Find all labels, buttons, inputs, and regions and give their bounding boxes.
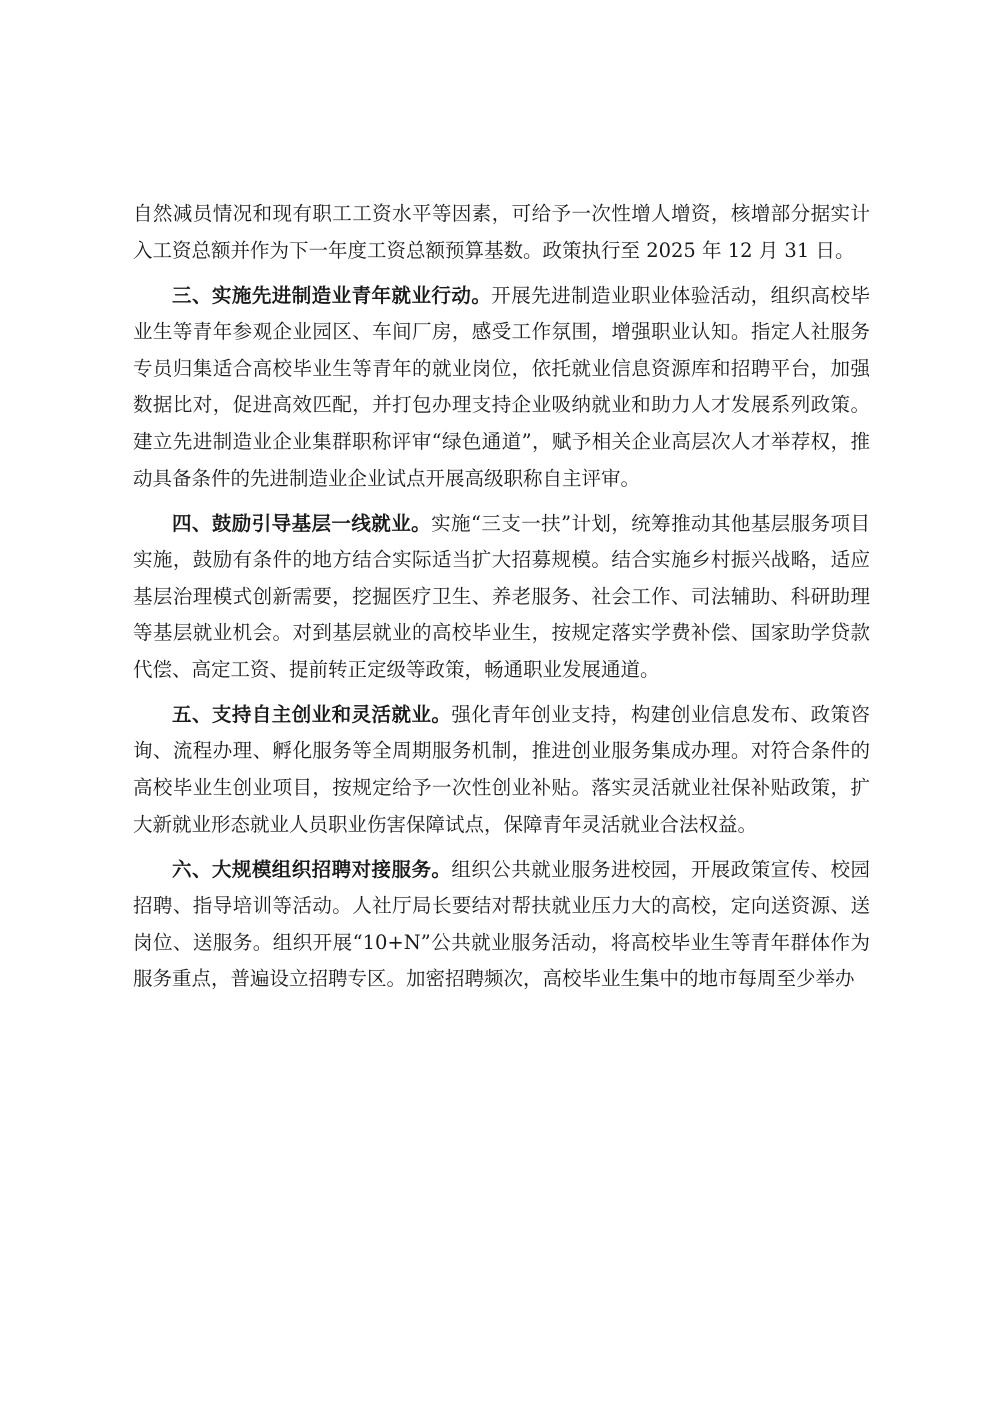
paragraph-text: 组织公共就业服务进校园，开展政策宣传、校园招聘、指导培训等活动。人社厅局长要结对帮扶就业压力大的高校，定向送资源、送岗位、送服务。组织开展“10+N”公共就业服务活动，将高校毕业生等青年群体作为服务重点，普遍设立招聘专区。加密招聘频次，高校毕业生集中的地市每周至少举办	[133, 857, 870, 991]
paragraph-text: 自然减员情况和现有职工工资水平等因素，可给予一次性增人增资，核增部分据实计入工资总额并作为下一年度工资总额预算基数。政策执行至 2025 年 12 月 31 日。	[133, 202, 870, 262]
section-heading: 三、实施先进制造业青年就业行动。	[172, 283, 492, 307]
paragraph-text: 开展先进制造业职业体验活动，组织高校毕业生等青年参观企业园区、车间厂房，感受工作氛围，增强职业认知。指定人社服务专员归集适合高校毕业生等青年的就业岗位，依托就业信息资源库和招聘平台，加强数据比对，促进高效匹配，并打包办理支持企业吸纳就业和助力人才发展系列政策。建立先进制造业企业集群职称评审“绿色通道”，赋予相关企业高层次人才举荐权，推动具备条件的先进制造业企业试点开展高级职称自主评审。	[133, 283, 870, 490]
paragraph-text: 实施“三支一扶”计划，统筹推动其他基层服务项目实施，鼓励有条件的地方结合实际适当扩大招募规模。结合实施乡村振兴战略，适应基层治理模式创新需要，挖掘医疗卫生、养老服务、社会工作、司法辅助、科研助理等基层就业机会。对到基层就业的高校毕业生，按规定落实学费补偿、国家助学贷款代偿、高定工资、提前转正定级等政策，畅通职业发展通道。	[133, 511, 870, 681]
section-heading: 五、支持自主创业和灵活就业。	[172, 702, 452, 726]
paragraph-section-3	[133, 278, 870, 498]
section-heading: 四、鼓励引导基层一线就业。	[172, 511, 432, 535]
paragraph-section-4	[133, 506, 870, 689]
document-body	[133, 196, 870, 1006]
paragraph-section-6	[133, 852, 870, 998]
paragraph-text: 强化青年创业支持，构建创业信息发布、政策咨询、流程办理、孵化服务等全周期服务机制，推进创业服务集成办理。对符合条件的高校毕业生创业项目，按规定给予一次性创业补贴。落实灵活就业社保补贴政策，扩大新就业形态就业人员职业伤害保障试点，保障青年灵活就业合法权益。	[133, 702, 870, 836]
paragraph-section-5	[133, 697, 870, 843]
section-heading: 六、大规模组织招聘对接服务。	[172, 857, 452, 881]
paragraph-continuation	[133, 196, 870, 269]
